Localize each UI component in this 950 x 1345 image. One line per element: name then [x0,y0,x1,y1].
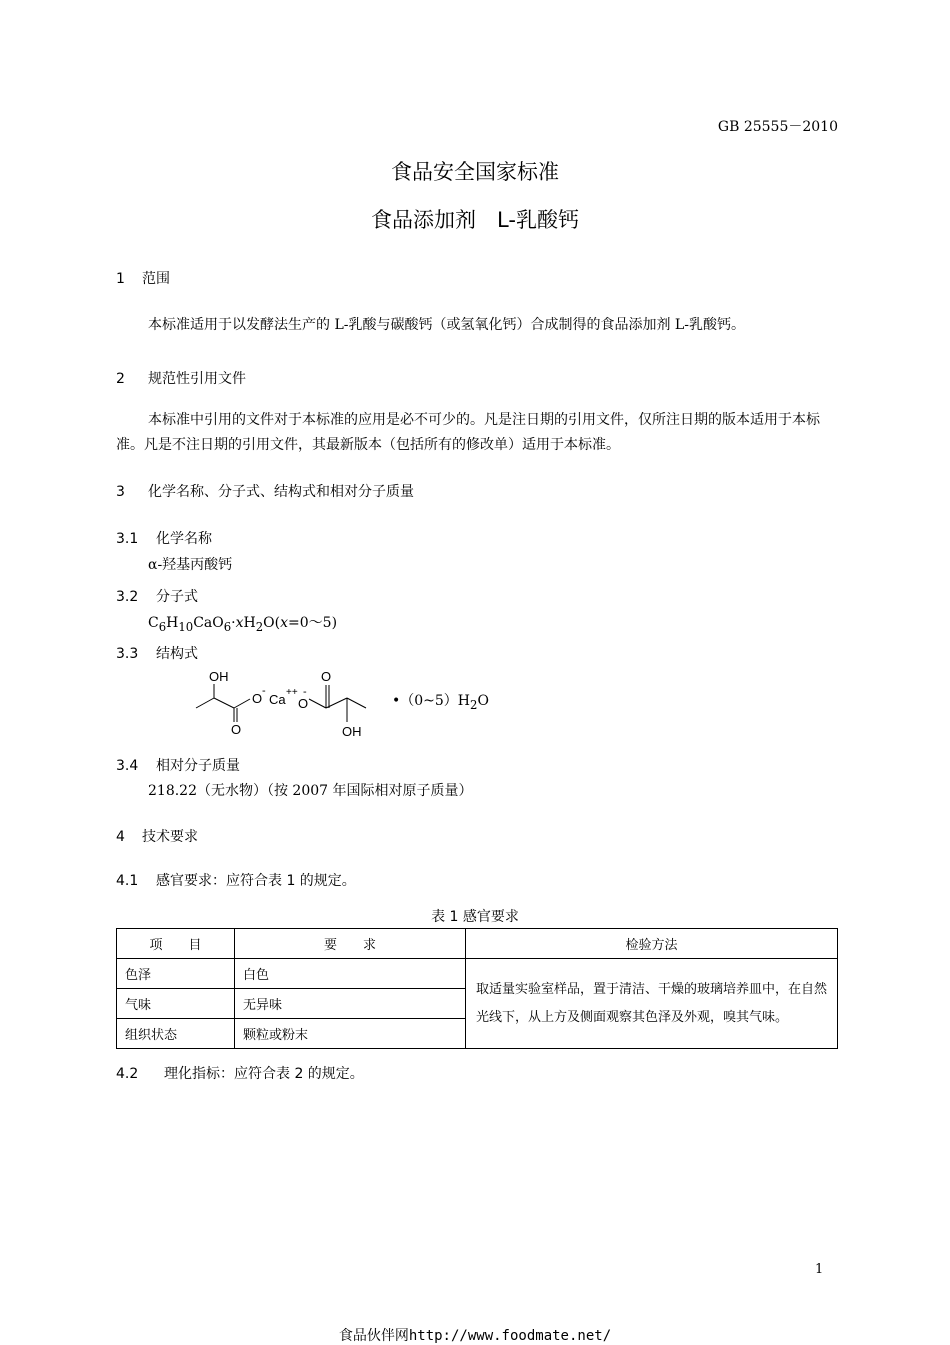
section-text: 理化指标：应符合表 2 的规定。 [164,1066,364,1082]
cell-requirement: 白色 [235,959,466,989]
charge-minus-1: - [262,685,266,697]
section-3-3-heading [116,643,198,663]
section-2-text: 本标准中引用的文件对于本标准的应用是必不可少的。凡是注日期的引用文件，仅所注日期的版本适用于本标准。凡是不注日期的引用文件，其最新版本（包括所有的修改单）适用于本标准。 [116,412,820,453]
oxygen-left-label: O [252,691,263,706]
section-title: 结构式 [156,646,198,662]
section-number: 3.2 [116,589,139,605]
section-number: 3.1 [116,531,139,547]
section-3-2-heading [116,586,198,606]
chemical-name: α-羟基丙酸钙 [148,557,233,573]
molecular-weight: 218.22（无水物）（按 2007 年国际相对原子质量） [148,783,473,799]
structural-formula [190,668,390,744]
hydroxyl-top-label: OH [209,669,229,684]
section-number: 4.1 [116,873,139,889]
section-number: 2 [116,371,125,387]
carbonyl-oxygen-left: O [231,722,242,737]
section-1-heading [116,268,170,288]
table-1 [116,928,838,1049]
section-2-heading [116,368,246,388]
carbonyl-oxygen-right: O [321,669,332,684]
header-item: 项 目 [117,929,235,959]
section-4-2-heading [116,1063,364,1083]
section-title: 技术要求 [142,829,198,845]
section-number: 1 [116,271,125,287]
section-number: 3.4 [116,758,139,774]
hydrate-suffix: $•(0\sim 5)H_2O$ [392,693,489,712]
cell-requirement: 无异味 [235,989,466,1019]
cell-item: 组织状态 [117,1019,235,1049]
section-1-text: 本标准适用于以发酵法生产的 L-乳酸与碳酸钙（或氢氧化钙）合成制得的食品添加剂 L-乳酸钙。 [148,317,745,333]
footer-url-link[interactable]: http://www.foodmate.net/ [408,1328,612,1344]
page-number: 1 [815,1262,824,1277]
cell-requirement: 颗粒或粉末 [235,1019,466,1049]
section-3-4-heading [116,755,240,775]
cell-method: 取适量实验室样品，置于清洁、干燥的玻璃培养皿中，在自然光线下，从上方及侧面观察其色泽及外观，嗅其气味。 [466,959,838,1049]
document-title: 食品安全国家标准 [391,160,559,184]
hydroxyl-bottom-label: OH [342,724,362,739]
section-title: 范围 [142,271,170,287]
calcium-charge: ++ [286,687,298,698]
table-row [117,959,838,989]
section-title: 化学名称、分子式、结构式和相对分子质量 [148,484,414,500]
calcium-label: Ca [269,692,286,707]
cell-item: 气味 [117,989,235,1019]
oxygen-right-label: O [298,696,309,711]
table-header-row [117,929,838,959]
section-4-heading [116,826,198,846]
molecular-formula: $C_6H_{10}CaO_6\cdot xH_2O(x=0\sim 5)$ [148,615,338,634]
header-requirement: 要 求 [235,929,466,959]
section-title: 分子式 [156,589,198,605]
section-number: 4.2 [116,1066,139,1082]
charge-minus-2: - [303,686,307,698]
section-number: 4 [116,829,125,845]
footer [0,1325,950,1345]
footer-site-name: 食品伙伴网 [338,1328,409,1344]
section-title: 规范性引用文件 [148,371,246,387]
section-number: 3 [116,484,125,500]
section-title: 相对分子质量 [156,758,240,774]
cell-item: 色泽 [117,959,235,989]
section-text: 感官要求：应符合表 1 的规定。 [156,873,356,889]
section-number: 3.3 [116,646,139,662]
standard-code: GB 25555－2010 [717,119,838,135]
table-1-caption: 表 1 感官要求 [431,909,519,925]
section-4-1-heading [116,870,356,890]
section-title: 化学名称 [156,531,212,547]
section-3-heading [116,481,414,501]
header-method: 检验方法 [466,929,838,959]
section-3-1-heading [116,528,212,548]
document-subtitle: 食品添加剂 L-乳酸钙 [371,208,579,232]
